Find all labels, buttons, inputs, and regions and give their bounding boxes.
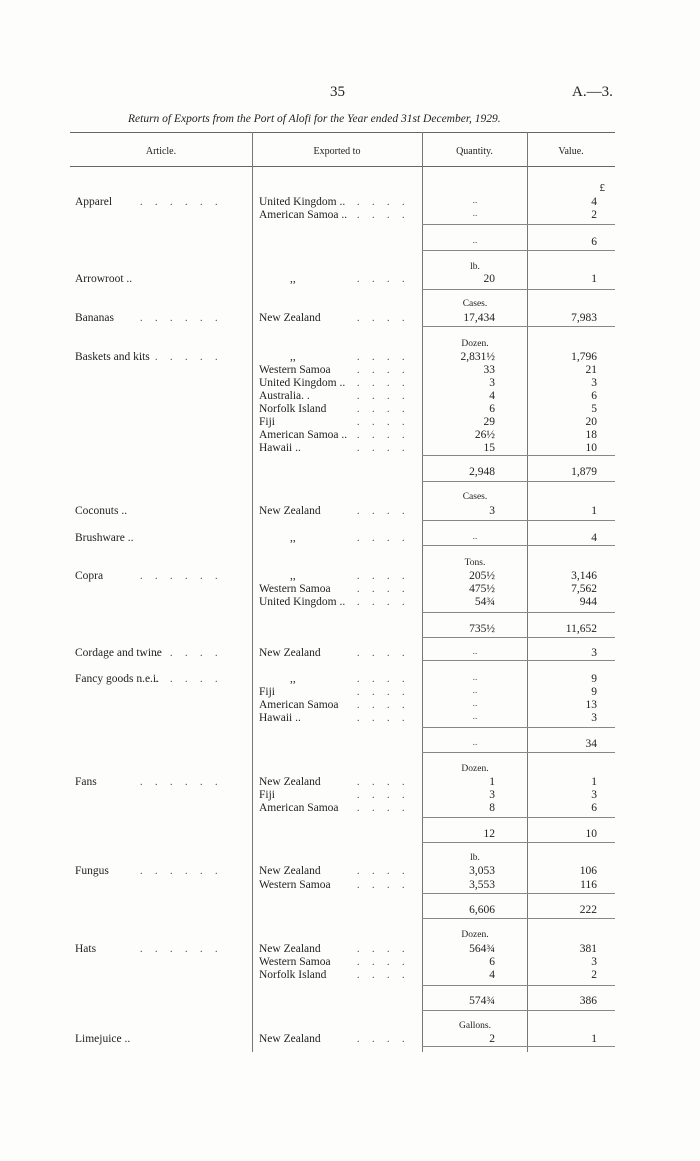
destination-leaders: . . . . [357, 713, 410, 724]
destination-leaders: . . . . [357, 674, 410, 685]
value-amount: 3 [591, 956, 597, 968]
table-title: Return of Exports from the Port of Alofi for the Year ended 31st December, 1929. [128, 113, 501, 125]
destination-leaders: . . . . [357, 866, 410, 877]
article-leaders: . . . . . . [140, 313, 223, 324]
subtotal-rule-top [422, 817, 615, 818]
value-total: 386 [579, 995, 597, 1007]
value-amount: 116 [580, 879, 597, 891]
quantity-value: 3 [489, 789, 495, 801]
destination-leaders: . . . . [357, 1034, 410, 1045]
quantity-blank: .. [472, 738, 478, 748]
quantity-value: 475½ [469, 583, 495, 595]
destination: New Zealand [259, 865, 321, 877]
quantity-value: 735½ [469, 623, 495, 635]
quantity-blank: .. [472, 532, 478, 542]
quantity-unit: Cases. [462, 492, 488, 502]
value-amount: 5 [591, 403, 597, 415]
header-top-rule [70, 132, 615, 133]
value-amount: 1 [591, 1033, 597, 1045]
quantity-value: 574¾ [469, 995, 495, 1007]
article-name: Fungus [75, 865, 109, 877]
quantity-value: 4 [489, 390, 495, 402]
destination-leaders: . . . . [357, 790, 410, 801]
header-bottom-rule [70, 166, 615, 167]
quantity-value: 6 [489, 403, 495, 415]
destination: Australia. . [259, 390, 310, 402]
value-total: 1,879 [571, 466, 597, 478]
destination: Hawaii .. [259, 712, 301, 724]
destination-leaders: . . . . [357, 970, 410, 981]
column-header-exported-to: Exported to [313, 146, 361, 157]
subtotal-rule-bottom [422, 1010, 615, 1011]
article-name: Fancy goods n.e.i. [75, 673, 160, 685]
destination: Norfolk Island [259, 403, 327, 415]
article-name: Fans [75, 776, 97, 788]
value-amount: 20 [585, 416, 597, 428]
quantity-value: 12 [483, 828, 495, 840]
destination: United Kingdom .. [259, 377, 346, 389]
destination: American Samoa .. [259, 429, 348, 441]
quantity-value: 6,606 [469, 904, 495, 916]
destination-leaders: . . . . [357, 687, 410, 698]
quantity-value: 4 [489, 969, 495, 981]
destination: American Samoa [259, 699, 339, 711]
destination: ,, [290, 570, 296, 582]
article-name: Cordage and twine [75, 647, 162, 659]
destination: Fiji [259, 416, 275, 428]
destination-leaders: . . . . [357, 584, 410, 595]
column-divider [252, 132, 253, 1052]
destination-leaders: . . . . [357, 648, 410, 659]
destination: ,, [290, 673, 296, 685]
column-header-article: Article. [145, 146, 177, 157]
destination: Western Samoa [259, 583, 331, 595]
quantity-unit: Gallons. [459, 1021, 491, 1031]
quantity-blank: .. [472, 196, 478, 206]
destination: Fiji [259, 686, 275, 698]
article-name: Apparel [75, 196, 113, 208]
value-amount: 6 [591, 390, 597, 402]
value-total: 6 [591, 236, 597, 248]
item-rule [422, 326, 615, 327]
quantity-unit: Cases. [462, 299, 488, 309]
quantity-value: 3,053 [469, 865, 495, 877]
value-amount: 9 [591, 686, 597, 698]
value-amount: 106 [579, 865, 597, 877]
article-name: Brushware .. [75, 532, 134, 544]
quantity-blank: .. [472, 209, 478, 219]
destination-leaders: . . . . [357, 571, 410, 582]
subtotal-rule-top [422, 224, 615, 225]
quantity-blank: .. [472, 236, 478, 246]
article-leaders: . . . . . . [140, 571, 223, 582]
value-amount: 944 [579, 596, 597, 608]
destination-leaders: . . . . [357, 417, 410, 428]
destination: American Samoa .. [259, 209, 348, 221]
destination: Norfolk Island [259, 969, 327, 981]
subtotal-rule-top [422, 612, 615, 613]
destination-leaders: . . . . [357, 352, 410, 363]
column-header-value: Value. [558, 146, 584, 157]
value-amount: 2 [591, 969, 597, 981]
value-amount: 3 [591, 789, 597, 801]
quantity-value: 17,434 [463, 312, 495, 324]
subtotal-rule-bottom [422, 481, 615, 482]
destination-leaders: . . . . [357, 210, 410, 221]
destination: Western Samoa [259, 956, 331, 968]
destination: New Zealand [259, 943, 321, 955]
value-amount: 7,562 [571, 583, 597, 595]
item-rule [422, 660, 615, 661]
quantity-unit: Dozen. [461, 930, 489, 940]
destination-leaders: . . . . [357, 430, 410, 441]
quantity-blank: .. [472, 673, 478, 683]
quantity-value: 54¾ [474, 596, 495, 608]
value-amount: 2 [591, 209, 597, 221]
destination: New Zealand [259, 505, 321, 517]
value-amount: 10 [585, 442, 597, 454]
destination: United Kingdom .. [259, 596, 346, 608]
destination-leaders: . . . . [357, 391, 410, 402]
quantity-unit: Tons. [464, 558, 486, 568]
destination: American Samoa [259, 802, 339, 814]
article-leaders: . . . . . . [140, 197, 223, 208]
quantity-value: 205½ [469, 570, 495, 582]
item-rule [422, 289, 615, 290]
article-name: Baskets and kits [75, 351, 150, 363]
section-reference: A.—3. [572, 84, 613, 100]
destination-leaders: . . . . [357, 700, 410, 711]
destination-leaders: . . . . [357, 274, 410, 285]
quantity-value: 6 [489, 956, 495, 968]
item-rule [422, 1046, 615, 1047]
subtotal-rule-bottom [422, 918, 615, 919]
value-amount: 13 [585, 699, 597, 711]
quantity-blank: .. [472, 699, 478, 709]
destination-leaders: . . . . [357, 365, 410, 376]
value-amount: 3 [591, 377, 597, 389]
subtotal-rule-top [422, 727, 615, 728]
item-rule [422, 545, 615, 546]
quantity-value: 2,831½ [460, 351, 495, 363]
quantity-value: 3 [489, 377, 495, 389]
column-divider [422, 132, 423, 1052]
quantity-unit: Dozen. [461, 339, 489, 349]
article-leaders: . . . . . . [140, 944, 223, 955]
value-amount: 9 [591, 673, 597, 685]
subtotal-rule-bottom [422, 842, 615, 843]
destination-leaders: . . . . [357, 803, 410, 814]
quantity-blank: .. [472, 686, 478, 696]
destination-leaders: . . . . [357, 378, 410, 389]
quantity-value: 26½ [474, 429, 495, 441]
value-amount: 1 [591, 505, 597, 517]
destination: Western Samoa [259, 364, 331, 376]
subtotal-rule-bottom [422, 637, 615, 638]
value-amount: 21 [585, 364, 597, 376]
destination-leaders: . . . . [357, 957, 410, 968]
article-name: Copra [75, 570, 104, 582]
quantity-unit: lb. [470, 262, 480, 272]
value-amount: 3,146 [571, 570, 597, 582]
destination-leaders: . . . . [357, 404, 410, 415]
destination-leaders: . . . . [357, 313, 410, 324]
destination: ,, [290, 532, 296, 544]
destination-leaders: . . . . [357, 533, 410, 544]
destination-leaders: . . . . [357, 443, 410, 454]
value-total: 34 [585, 738, 597, 750]
destination: ,, [290, 273, 296, 285]
article-name: Limejuice .. [75, 1033, 131, 1045]
quantity-blank: .. [472, 712, 478, 722]
quantity-unit: Dozen. [461, 764, 489, 774]
destination-leaders: . . . . [357, 880, 410, 891]
quantity-value: 3 [489, 505, 495, 517]
quantity-value: 15 [483, 442, 495, 454]
article-name: Arrowroot .. [75, 273, 133, 285]
destination: Hawaii .. [259, 442, 301, 454]
quantity-value: 3,553 [469, 879, 495, 891]
value-amount: 3 [591, 712, 597, 724]
subtotal-rule-bottom [422, 752, 615, 753]
value-amount: 6 [591, 802, 597, 814]
destination: New Zealand [259, 1033, 321, 1045]
quantity-value: 29 [483, 416, 495, 428]
quantity-value: 1 [489, 776, 495, 788]
subtotal-rule-top [422, 455, 615, 456]
destination: ,, [290, 351, 296, 363]
article-leaders: . . . . . . [140, 648, 223, 659]
quantity-value: 20 [483, 273, 495, 285]
quantity-blank: .. [472, 647, 478, 657]
value-unit: £ [599, 182, 605, 194]
destination: Western Samoa [259, 879, 331, 891]
article-name: Bananas [75, 312, 114, 324]
quantity-value: 2,948 [469, 466, 495, 478]
value-amount: 4 [591, 196, 597, 208]
value-total: 222 [579, 904, 597, 916]
destination: New Zealand [259, 312, 321, 324]
value-total: 11,652 [565, 623, 597, 635]
article-leaders: . . . . . . [140, 674, 223, 685]
destination-leaders: . . . . [357, 506, 410, 517]
page-number: 35 [330, 84, 345, 100]
article-leaders: . . . . . . [140, 866, 223, 877]
article-name: Hats [75, 943, 97, 955]
article-leaders: . . . . . . [140, 352, 223, 363]
destination-leaders: . . . . [357, 777, 410, 788]
value-amount: 1,796 [571, 351, 597, 363]
quantity-value: 8 [489, 802, 495, 814]
subtotal-rule-bottom [422, 250, 615, 251]
destination: Fiji [259, 789, 275, 801]
article-leaders: . . . . . . [140, 777, 223, 788]
value-amount: 18 [585, 429, 597, 441]
value-amount: 1 [591, 776, 597, 788]
quantity-value: 33 [483, 364, 495, 376]
subtotal-rule-top [422, 893, 615, 894]
destination: New Zealand [259, 647, 321, 659]
quantity-value: 2 [489, 1033, 495, 1045]
value-amount: 7,983 [571, 312, 597, 324]
destination-leaders: . . . . [357, 944, 410, 955]
subtotal-rule-top [422, 985, 615, 986]
destination-leaders: . . . . [357, 197, 410, 208]
item-rule [422, 520, 615, 521]
value-amount: 3 [591, 647, 597, 659]
value-amount: 381 [579, 943, 597, 955]
column-header-quantity: Quantity. [456, 146, 493, 157]
destination: United Kingdom .. [259, 196, 346, 208]
destination-leaders: . . . . [357, 597, 410, 608]
quantity-value: 564¾ [469, 943, 495, 955]
destination: New Zealand [259, 776, 321, 788]
value-amount: 1 [591, 273, 597, 285]
value-amount: 4 [591, 532, 597, 544]
value-total: 10 [585, 828, 597, 840]
article-name: Coconuts .. [75, 505, 128, 517]
quantity-unit: lb. [470, 853, 480, 863]
column-divider [527, 132, 528, 1052]
